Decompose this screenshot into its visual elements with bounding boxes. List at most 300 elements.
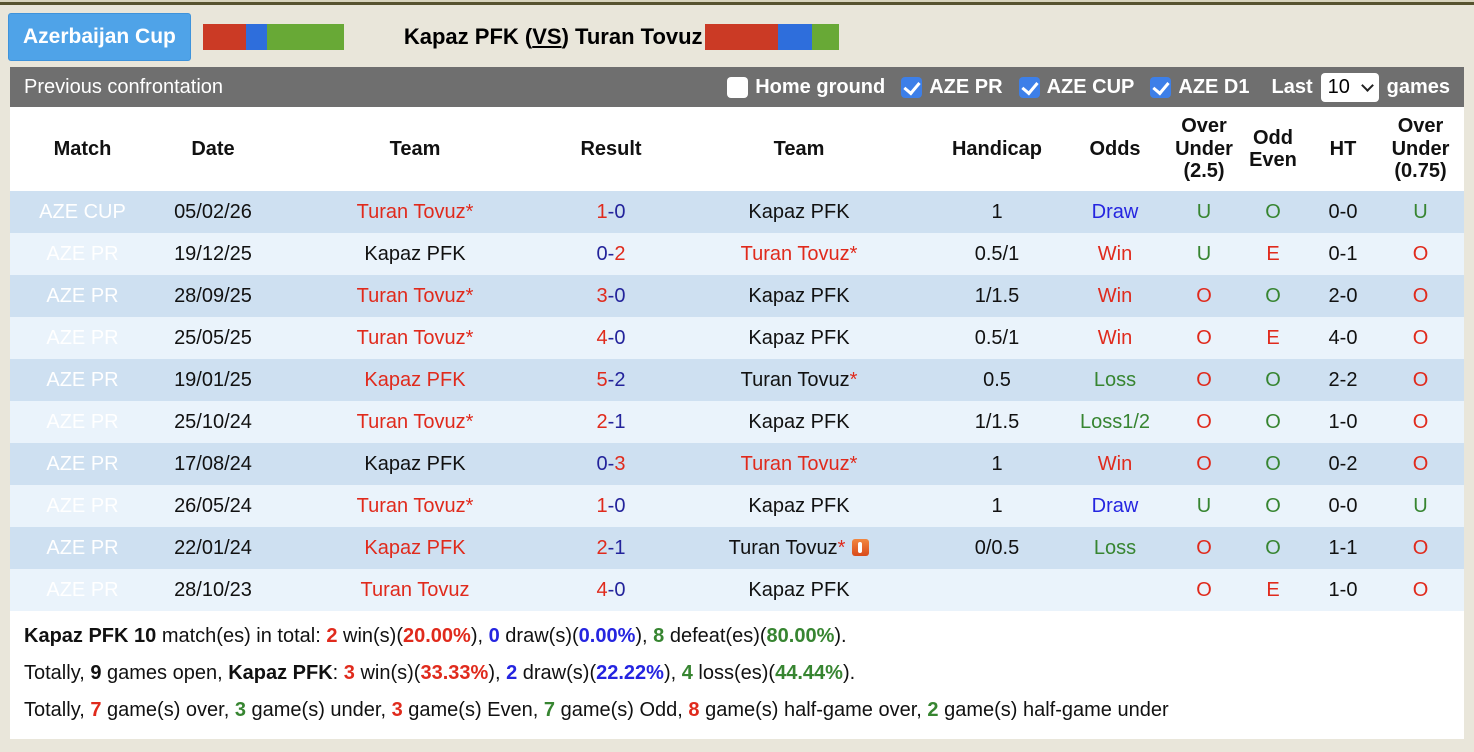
away-team-cell xyxy=(663,275,935,317)
ht-cell: 0-2 xyxy=(1309,443,1377,485)
away-team-cell xyxy=(663,485,935,527)
odd-even-cell xyxy=(1237,191,1309,233)
match-cell: AZE PR xyxy=(10,401,155,443)
last-games-value: 10 xyxy=(1327,75,1350,98)
odds-cell xyxy=(1059,527,1171,569)
away-score: 1 xyxy=(614,410,626,433)
score-dash: - xyxy=(607,368,615,391)
table-row xyxy=(10,233,1464,275)
history-table xyxy=(10,107,1464,611)
filter-aze-pr[interactable] xyxy=(901,76,1002,99)
summary-segment: game(s) half-game under xyxy=(938,699,1169,721)
match-cell: AZE PR xyxy=(10,443,155,485)
match-cell: AZE PR xyxy=(10,359,155,401)
odd-even-cell xyxy=(1237,233,1309,275)
away-score: 2 xyxy=(614,242,626,265)
odd-even-value: E xyxy=(1266,242,1280,265)
over-under-25-value: O xyxy=(1196,284,1212,307)
summary-segment: ), xyxy=(470,625,489,647)
over-under-075-value: O xyxy=(1412,536,1429,559)
summary-line-total xyxy=(24,618,1450,655)
summary-segment: ), xyxy=(635,625,654,647)
over-under-25-cell xyxy=(1171,233,1237,275)
summary-segment: game(s) under, xyxy=(245,699,392,721)
aze-pr-checkbox[interactable] xyxy=(901,77,922,98)
table-row xyxy=(10,527,1464,569)
handicap-cell: 0/0.5 xyxy=(935,527,1059,569)
match-cell: AZE PR xyxy=(10,569,155,611)
odd-even-value: O xyxy=(1265,452,1281,475)
handicap-cell: 1/1.5 xyxy=(935,401,1059,443)
score-dash: - xyxy=(607,326,615,349)
summary-segment: 4 xyxy=(681,662,693,684)
over-under-25-value: O xyxy=(1196,452,1212,475)
summary-section xyxy=(10,611,1464,739)
over-under-25-value: U xyxy=(1196,242,1212,265)
away-form-bar xyxy=(705,24,839,50)
odds-result: Draw xyxy=(1091,200,1139,223)
result-cell xyxy=(559,443,663,485)
filter-label: AZE CUP xyxy=(1046,75,1135,98)
home-team-cell xyxy=(271,191,559,233)
star-marker: * xyxy=(465,284,474,307)
summary-segment: win(s)( xyxy=(354,662,421,684)
handicap-cell: 0.5/1 xyxy=(935,317,1059,359)
home-score: 2 xyxy=(596,410,608,433)
home-ground-checkbox[interactable] xyxy=(727,77,748,98)
date-cell: 28/09/25 xyxy=(155,275,271,317)
filter-label: AZE PR xyxy=(929,75,1003,98)
star-marker: * xyxy=(849,452,858,475)
over-under-25-cell xyxy=(1171,569,1237,611)
summary-segment: ), xyxy=(663,662,682,684)
odds-result: Win xyxy=(1097,284,1133,307)
team-name: Turan Tovuz xyxy=(740,452,850,475)
ht-cell: 1-0 xyxy=(1309,569,1377,611)
home-team-cell xyxy=(271,359,559,401)
home-score: 0 xyxy=(596,242,608,265)
over-under-075-cell xyxy=(1377,233,1464,275)
away-team-cell xyxy=(663,359,935,401)
col-odd-even: Odd Even xyxy=(1237,107,1309,191)
over-under-25-cell xyxy=(1171,275,1237,317)
summary-segment: game(s) half-game over, xyxy=(699,699,928,721)
away-team-cell xyxy=(663,191,935,233)
home-team-cell xyxy=(271,233,559,275)
over-under-075-value: O xyxy=(1412,410,1429,433)
date-cell: 22/01/24 xyxy=(155,527,271,569)
ht-cell: 2-2 xyxy=(1309,359,1377,401)
summary-segment: loss(es)( xyxy=(692,662,776,684)
away-team-cell xyxy=(663,569,935,611)
match-cell: AZE PR xyxy=(10,317,155,359)
filter-aze-d1[interactable] xyxy=(1150,76,1249,99)
odds-cell xyxy=(1059,569,1171,611)
over-under-25-value: U xyxy=(1196,200,1212,223)
summary-segment: Kapaz PFK 10 xyxy=(24,625,157,647)
odds-result: Win xyxy=(1097,452,1133,475)
result-cell xyxy=(559,569,663,611)
date-cell: 19/01/25 xyxy=(155,359,271,401)
summary-segment: ). xyxy=(834,625,847,647)
result-cell xyxy=(559,317,663,359)
team-name: Turan Tovuz xyxy=(740,368,850,391)
summary-line-overunder xyxy=(24,692,1450,729)
odds-cell xyxy=(1059,443,1171,485)
date-cell: 28/10/23 xyxy=(155,569,271,611)
result-cell xyxy=(559,527,663,569)
form-segment xyxy=(778,24,812,50)
odd-even-cell xyxy=(1237,569,1309,611)
date-cell: 26/05/24 xyxy=(155,485,271,527)
over-under-25-cell xyxy=(1171,485,1237,527)
summary-segment: game(s) Even, xyxy=(402,699,544,721)
competition-button[interactable]: Azerbaijan Cup xyxy=(8,13,191,61)
home-score: 5 xyxy=(596,368,608,391)
team-name: Kapaz PFK xyxy=(364,242,466,265)
vs-open-paren: ( xyxy=(524,23,533,49)
summary-segment: 20.00% xyxy=(403,625,471,647)
odds-result: Win xyxy=(1097,242,1133,265)
away-score: 1 xyxy=(614,536,626,559)
score-dash: - xyxy=(607,452,615,475)
table-row xyxy=(10,569,1464,611)
score-dash: - xyxy=(607,410,615,433)
summary-segment: 3 xyxy=(343,662,355,684)
home-score: 0 xyxy=(596,452,608,475)
col-result: Result xyxy=(559,107,663,191)
team-name: Kapaz PFK xyxy=(364,452,466,475)
ht-cell: 1-0 xyxy=(1309,401,1377,443)
home-team-cell xyxy=(271,317,559,359)
summary-segment: draw(s)( xyxy=(499,625,579,647)
summary-segment: win(s)( xyxy=(337,625,403,647)
form-segment xyxy=(705,24,778,50)
odd-even-cell xyxy=(1237,275,1309,317)
col-handicap: Handicap xyxy=(935,107,1059,191)
vs-label: VS xyxy=(532,23,562,49)
filter-label: AZE D1 xyxy=(1178,75,1250,98)
ht-cell: 2-0 xyxy=(1309,275,1377,317)
summary-segment: 8 xyxy=(653,625,665,647)
form-segment xyxy=(203,24,246,50)
over-under-075-value: O xyxy=(1412,368,1429,391)
summary-segment: 0.00% xyxy=(578,625,636,647)
odds-result: Win xyxy=(1097,326,1133,349)
ht-cell: 0-1 xyxy=(1309,233,1377,275)
handicap-cell: 0.5/1 xyxy=(935,233,1059,275)
date-cell: 19/12/25 xyxy=(155,233,271,275)
handicap-cell: 1/1.5 xyxy=(935,275,1059,317)
odds-cell xyxy=(1059,359,1171,401)
odd-even-cell xyxy=(1237,317,1309,359)
away-score: 0 xyxy=(614,284,626,307)
section-title: Previous confrontation xyxy=(24,75,224,98)
home-team-name: Kapaz PFK xyxy=(403,23,519,49)
summary-segment: 2 xyxy=(326,625,338,647)
over-under-25-value: U xyxy=(1196,494,1212,517)
date-cell: 05/02/26 xyxy=(155,191,271,233)
ht-cell: 1-1 xyxy=(1309,527,1377,569)
vs-close-paren: ) xyxy=(561,23,569,49)
over-under-25-cell xyxy=(1171,317,1237,359)
summary-segment: Totally, xyxy=(24,662,91,684)
away-team-cell xyxy=(663,233,935,275)
table-row xyxy=(10,275,1464,317)
filter-label: Home ground xyxy=(755,75,886,98)
away-score: 0 xyxy=(614,326,626,349)
home-score: 2 xyxy=(596,536,608,559)
table-header-row xyxy=(10,107,1464,191)
home-team-cell xyxy=(271,443,559,485)
odds-cell xyxy=(1059,275,1171,317)
match-cell: AZE PR xyxy=(10,485,155,527)
filter-home-ground[interactable] xyxy=(727,76,885,99)
aze-d1-checkbox[interactable] xyxy=(1150,77,1171,98)
odd-even-cell xyxy=(1237,485,1309,527)
over-under-075-cell xyxy=(1377,359,1464,401)
team-name: Turan Tovuz xyxy=(356,326,466,349)
handicap-cell: 1 xyxy=(935,485,1059,527)
date-cell: 25/05/25 xyxy=(155,317,271,359)
over-under-25-value: O xyxy=(1196,368,1212,391)
over-under-075-cell xyxy=(1377,317,1464,359)
over-under-25-value: O xyxy=(1196,536,1212,559)
aze-cup-checkbox[interactable] xyxy=(1019,77,1040,98)
summary-segment: 9 xyxy=(90,662,102,684)
odds-cell xyxy=(1059,401,1171,443)
odd-even-value: O xyxy=(1265,200,1281,223)
chevron-down-icon xyxy=(1361,79,1374,92)
toolbar xyxy=(10,67,1464,107)
home-team-cell xyxy=(271,275,559,317)
handicap-cell: 1 xyxy=(935,443,1059,485)
summary-segment: 44.44% xyxy=(775,662,843,684)
summary-segment: defeat(es)( xyxy=(664,625,767,647)
summary-segment: games open, xyxy=(101,662,229,684)
odds-cell xyxy=(1059,317,1171,359)
odd-even-value: O xyxy=(1265,494,1281,517)
home-team-cell xyxy=(271,401,559,443)
summary-segment: game(s) over, xyxy=(101,699,235,721)
summary-segment: 3 xyxy=(391,699,403,721)
col-date: Date xyxy=(155,107,271,191)
ht-cell: 4-0 xyxy=(1309,317,1377,359)
over-under-075-value: O xyxy=(1412,452,1429,475)
odd-even-cell xyxy=(1237,401,1309,443)
odds-cell xyxy=(1059,191,1171,233)
home-score: 1 xyxy=(596,200,608,223)
over-under-25-value: O xyxy=(1196,326,1212,349)
home-team-cell xyxy=(271,569,559,611)
table-row xyxy=(10,191,1464,233)
team-name: Turan Tovuz xyxy=(360,578,470,601)
match-cell: AZE PR xyxy=(10,275,155,317)
team-name: Kapaz PFK xyxy=(748,200,850,223)
star-marker: * xyxy=(465,494,474,517)
over-under-075-value: U xyxy=(1413,494,1428,517)
summary-segment: 8 xyxy=(688,699,700,721)
result-cell xyxy=(559,191,663,233)
games-label: games xyxy=(1386,75,1450,98)
summary-segment: 33.33% xyxy=(420,662,489,684)
odd-even-value: O xyxy=(1265,536,1281,559)
away-team-cell xyxy=(663,401,935,443)
match-title xyxy=(404,24,703,50)
summary-segment: : xyxy=(332,662,344,684)
result-cell xyxy=(559,401,663,443)
summary-segment: 2 xyxy=(506,662,518,684)
summary-segment: Totally, xyxy=(24,699,91,721)
over-under-075-cell xyxy=(1377,443,1464,485)
over-under-075-value: U xyxy=(1413,200,1428,223)
star-marker: * xyxy=(849,368,858,391)
filter-aze-cup[interactable] xyxy=(1019,76,1135,99)
odds-result: Draw xyxy=(1091,494,1139,517)
summary-segment: game(s) Odd, xyxy=(555,699,689,721)
ht-cell: 0-0 xyxy=(1309,485,1377,527)
over-under-25-cell xyxy=(1171,401,1237,443)
form-segment xyxy=(246,24,267,50)
star-marker: * xyxy=(465,200,474,223)
date-cell: 25/10/24 xyxy=(155,401,271,443)
over-under-25-cell xyxy=(1171,527,1237,569)
over-under-25-value: O xyxy=(1196,578,1212,601)
star-marker: * xyxy=(465,410,474,433)
team-name: Kapaz PFK xyxy=(364,536,466,559)
over-under-075-value: O xyxy=(1412,242,1429,265)
team-name: Turan Tovuz xyxy=(728,536,838,559)
odds-result: Loss xyxy=(1093,536,1137,559)
score-dash: - xyxy=(607,494,615,517)
over-under-075-value: O xyxy=(1412,578,1429,601)
team-name: Kapaz PFK xyxy=(364,368,466,391)
team-name: Turan Tovuz xyxy=(740,242,850,265)
result-cell xyxy=(559,233,663,275)
team-name: Kapaz PFK xyxy=(748,578,850,601)
star-marker: * xyxy=(465,326,474,349)
handicap-cell xyxy=(935,569,1059,611)
home-team-cell xyxy=(271,527,559,569)
table-row xyxy=(10,401,1464,443)
result-cell xyxy=(559,275,663,317)
away-score: 0 xyxy=(614,494,626,517)
col-team-away: Team xyxy=(663,107,935,191)
over-under-25-value: O xyxy=(1196,410,1212,433)
team-name: Kapaz PFK xyxy=(748,326,850,349)
odds-cell xyxy=(1059,233,1171,275)
summary-segment: 80.00% xyxy=(766,625,835,647)
handicap-cell: 0.5 xyxy=(935,359,1059,401)
home-form-bar xyxy=(203,24,344,50)
team-name: Turan Tovuz xyxy=(356,200,466,223)
summary-segment: 3 xyxy=(234,699,246,721)
odds-result: Loss xyxy=(1093,368,1137,391)
summary-segment: match(es) in total: xyxy=(156,625,327,647)
over-under-25-cell xyxy=(1171,359,1237,401)
table-row xyxy=(10,485,1464,527)
table-row xyxy=(10,359,1464,401)
odd-even-cell xyxy=(1237,443,1309,485)
date-cell: 17/08/24 xyxy=(155,443,271,485)
ht-cell: 0-0 xyxy=(1309,191,1377,233)
score-dash: - xyxy=(607,200,615,223)
score-dash: - xyxy=(607,578,615,601)
page-header xyxy=(0,5,1474,67)
odds-result: Loss1/2 xyxy=(1079,410,1151,433)
team-name: Turan Tovuz xyxy=(356,410,466,433)
odd-even-cell xyxy=(1237,527,1309,569)
team-name: Kapaz PFK xyxy=(748,284,850,307)
note-icon xyxy=(852,539,869,556)
star-marker: * xyxy=(837,536,846,559)
odd-even-value: E xyxy=(1266,578,1280,601)
odd-even-value: O xyxy=(1265,410,1281,433)
col-team-home: Team xyxy=(271,107,559,191)
away-score: 2 xyxy=(614,368,626,391)
summary-segment: 0 xyxy=(488,625,500,647)
over-under-075-cell xyxy=(1377,191,1464,233)
away-team-cell xyxy=(663,443,935,485)
over-under-075-value: O xyxy=(1412,326,1429,349)
result-cell xyxy=(559,485,663,527)
result-cell xyxy=(559,359,663,401)
home-score: 1 xyxy=(596,494,608,517)
star-marker: * xyxy=(849,242,858,265)
summary-segment: 2 xyxy=(927,699,939,721)
odds-cell xyxy=(1059,485,1171,527)
team-name: Kapaz PFK xyxy=(748,410,850,433)
handicap-cell: 1 xyxy=(935,191,1059,233)
away-score: 3 xyxy=(614,452,626,475)
summary-segment: draw(s)( xyxy=(517,662,597,684)
over-under-075-value: O xyxy=(1412,284,1429,307)
over-under-075-cell xyxy=(1377,527,1464,569)
summary-segment: 7 xyxy=(90,699,102,721)
score-dash: - xyxy=(607,536,615,559)
over-under-075-cell xyxy=(1377,275,1464,317)
over-under-075-cell xyxy=(1377,401,1464,443)
odd-even-cell xyxy=(1237,359,1309,401)
form-segment xyxy=(267,24,344,50)
over-under-25-cell xyxy=(1171,443,1237,485)
col-odds: Odds xyxy=(1059,107,1171,191)
table-row xyxy=(10,443,1464,485)
odd-even-value: O xyxy=(1265,368,1281,391)
over-under-25-cell xyxy=(1171,191,1237,233)
away-score: 0 xyxy=(614,200,626,223)
col-match: Match xyxy=(10,107,155,191)
home-score: 4 xyxy=(596,326,608,349)
score-dash: - xyxy=(607,284,615,307)
over-under-075-cell xyxy=(1377,485,1464,527)
away-score: 0 xyxy=(614,578,626,601)
main-panel xyxy=(10,67,1464,739)
summary-segment: Kapaz PFK xyxy=(228,662,333,684)
last-games-select[interactable] xyxy=(1321,73,1379,102)
summary-line-open xyxy=(24,655,1450,692)
history-table-body xyxy=(10,191,1464,611)
match-cell: AZE PR xyxy=(10,233,155,275)
away-team-name: Turan Tovuz xyxy=(575,23,703,49)
away-team-cell xyxy=(663,527,935,569)
last-label: Last xyxy=(1271,75,1313,98)
summary-segment: 7 xyxy=(543,699,556,721)
team-name: Turan Tovuz xyxy=(356,494,466,517)
odd-even-value: E xyxy=(1266,326,1280,349)
match-cell: AZE PR xyxy=(10,527,155,569)
odd-even-value: O xyxy=(1265,284,1281,307)
